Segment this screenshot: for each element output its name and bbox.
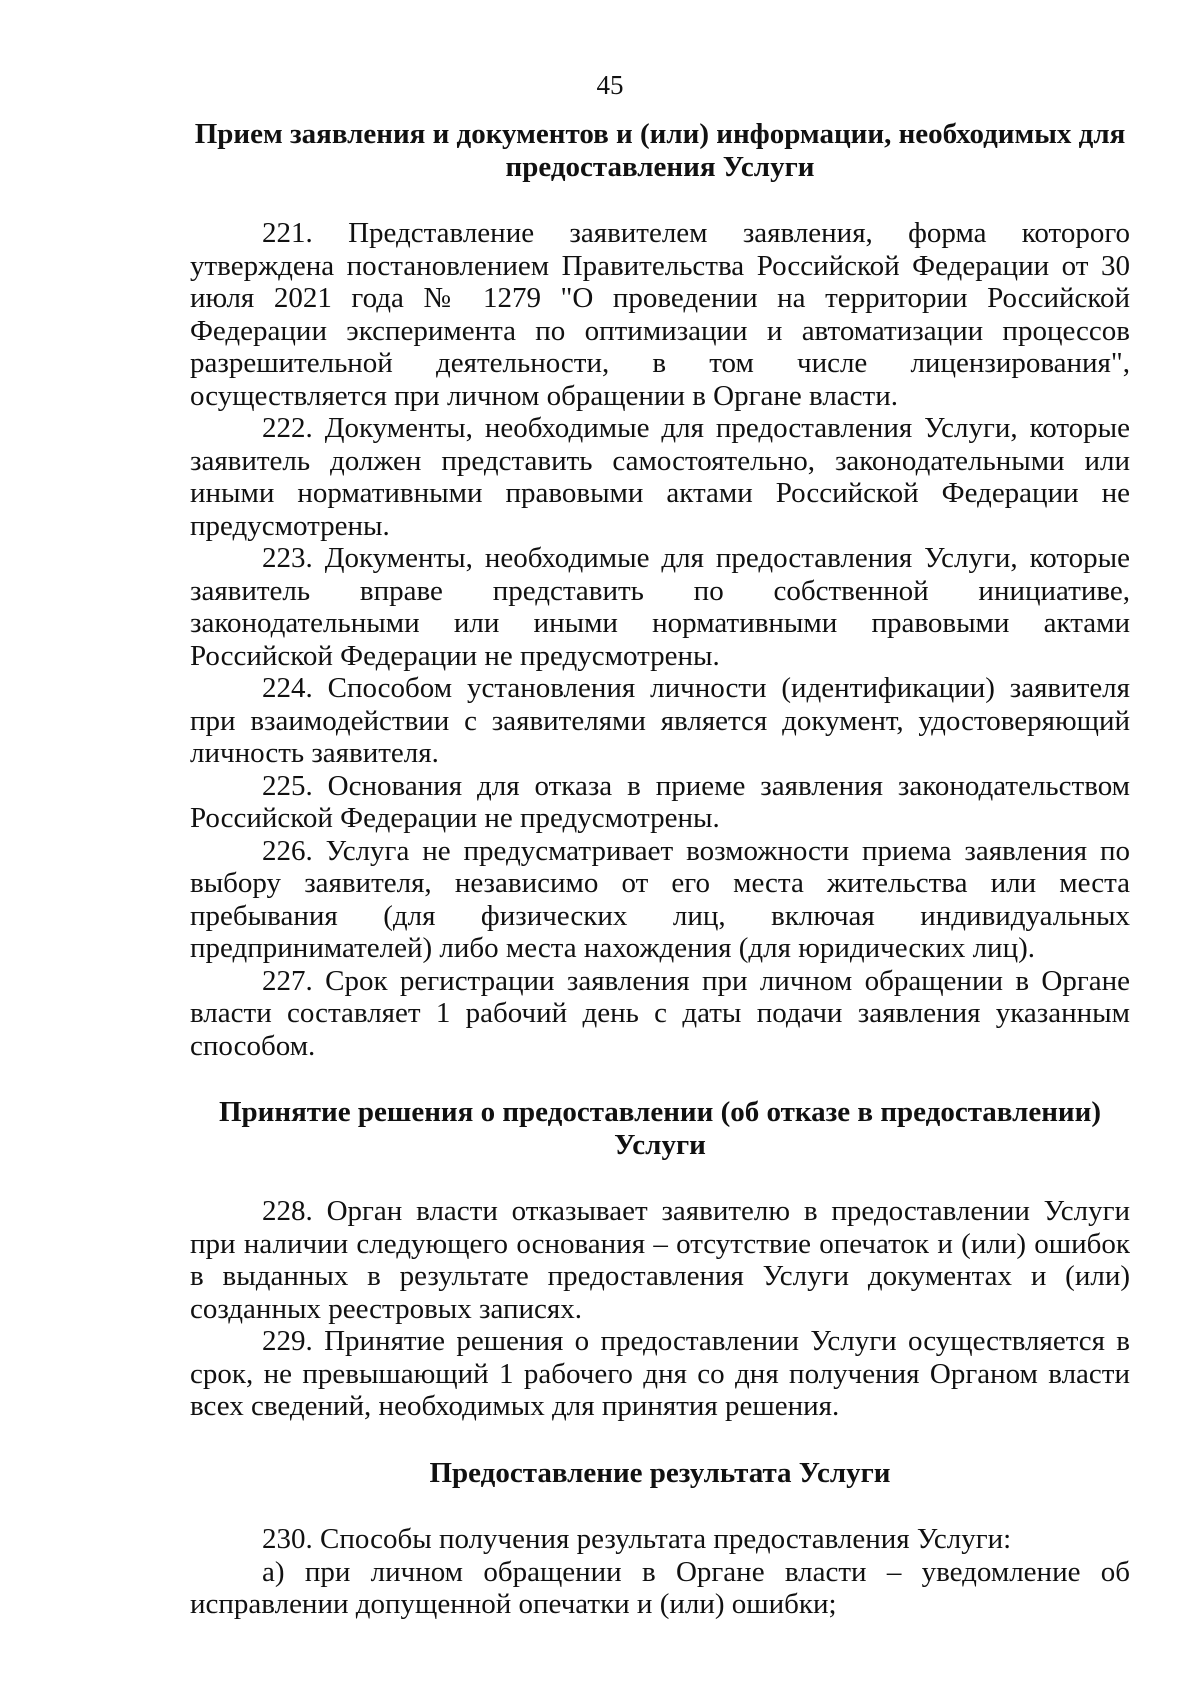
section-heading-line: Прием заявления и документов и (или) информации, необходимых для xyxy=(194,118,1126,150)
section-heading-line: предоставления Услуги xyxy=(505,150,815,183)
paragraph-221: 221. Представление заявителем заявления, форма которого утверждена постановлением Правительства Российской Федерации от 30 июля 2021 года № 1279 "О проведении на территории Российской Федерации эксперимента по оптимизации и автоматизации процессов разрешительной деятельности, в том числе лицензирования", осуществляется при личном обращении в Органе власти. xyxy=(190,217,1130,412)
section-heading-line: Услуги xyxy=(614,1128,706,1161)
paragraph-230: 230. Способы получения результата предоставления Услуги: xyxy=(262,1523,1012,1555)
section-heading xyxy=(190,118,1130,183)
paragraph-222: 222. Документы, необходимые для предоставления Услуги, которые заявитель должен представить самостоятельно, законодательными или иными нормативными правовыми актами Российской Федерации не предусмотрены. xyxy=(190,412,1130,542)
section-heading-line: Предоставление результата Услуги xyxy=(429,1456,891,1489)
page-number: 45 xyxy=(596,70,624,100)
document-body xyxy=(190,118,1130,1621)
paragraph-223: 223. Документы, необходимые для предоставления Услуги, которые заявитель вправе представить по собственной инициативе, законодательными или иными нормативными правовыми актами Российской Федерации не предусмотрены. xyxy=(190,542,1130,672)
paragraph-230-a: а) при личном обращении в Органе власти – уведомление об исправлении допущенной опечатки и (или) ошибки; xyxy=(190,1555,1130,1620)
paragraph-224: 224. Способом установления личности (идентификации) заявителя при взаимодействии с заявителями является документ, удостоверяющий личность заявителя. xyxy=(190,672,1130,769)
paragraph-228: 228. Орган власти отказывает заявителю в предоставлении Услуги при наличии следующего основания – отсутствие опечаток и (или) ошибок в выданных в результате предоставления Услуги документах и (или) созданных реестровых записях. xyxy=(190,1195,1130,1325)
section-heading xyxy=(190,1096,1130,1161)
section-heading xyxy=(190,1457,1130,1490)
paragraph-229: 229. Принятие решения о предоставлении Услуги осуществляется в срок, не превышающий 1 рабочего дня со дня получения Органом власти всех сведений, необходимых для принятия решения. xyxy=(190,1325,1130,1422)
paragraph-226: 226. Услуга не предусматривает возможности приема заявления по выбору заявителя, независимо от его места жительства или места пребывания (для физических лиц, включая индивидуальных предпринимателей) либо места нахождения (для юридических лиц). xyxy=(190,834,1130,964)
section-heading-line: Принятие решения о предоставлении (об отказе в предоставлении) xyxy=(219,1096,1101,1128)
paragraph-225: 225. Основания для отказа в приеме заявления законодательством Российской Федерации не предусмотрены. xyxy=(190,769,1130,834)
paragraph-227: 227. Срок регистрации заявления при личном обращении в Органе власти составляет 1 рабочий день с даты подачи заявления указанным способом. xyxy=(190,964,1130,1062)
